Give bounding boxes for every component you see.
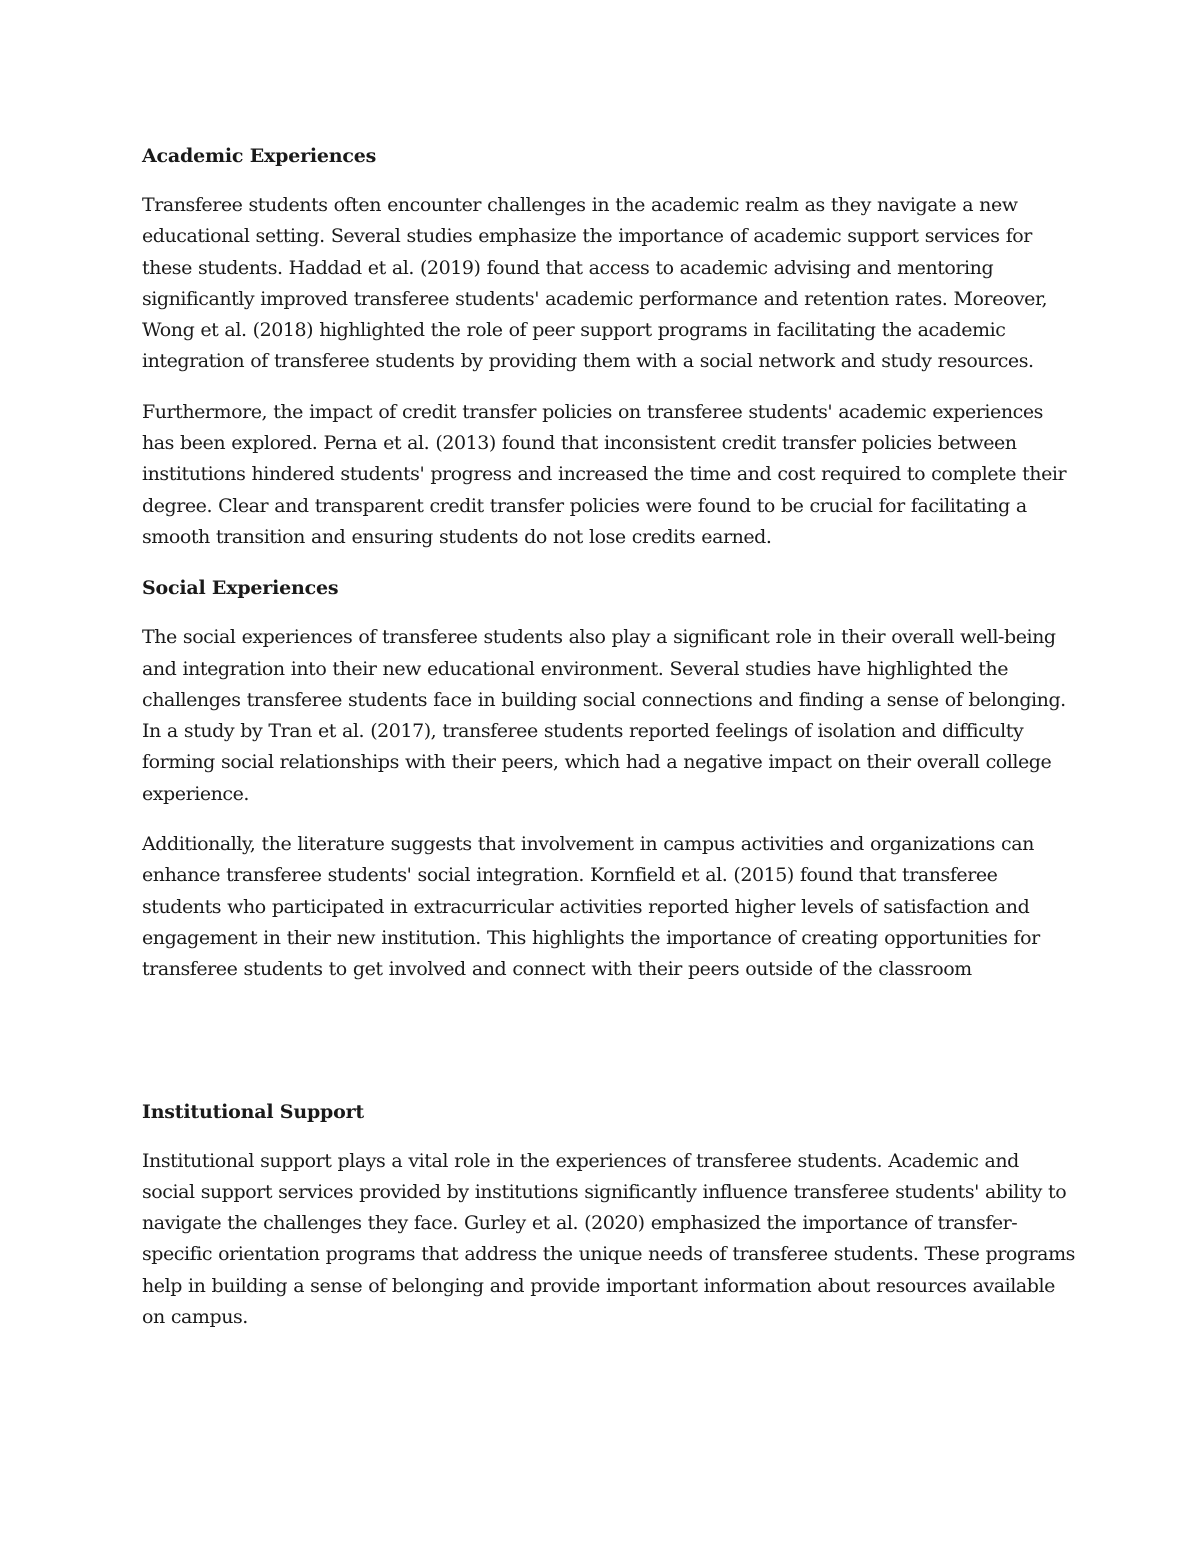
paragraph: Additionally, the literature suggests that involvement in campus activities and organizations can enhance transferee students' social integration. Kornfield et al. (2015) found that transferee students who participated in extracurricular activities reported higher levels of satisfaction and engagement in their new institution. This highlights the importance of creating opportunities for transferee students to get involved and connect with their peers outside of the classroom [142,833,1040,981]
section-heading-institutional-support: Institutional Support [142,1100,364,1123]
paragraph: The social experiences of transferee students also play a significant role in their overall well-being and integration into their new educational environment. Several studies have highlighted the challenges transferee students face in building social connections and finding a sense of belonging. In a study by Tran et al. (2017), transferee students reported feelings of isolation and difficulty forming social relationships with their peers, which had a negative impact on their overall college experience. [142,626,1066,805]
paragraph: Furthermore, the impact of credit transfer policies on transferee students' academic experiences has been explored. Perna et al. (2013) found that inconsistent credit transfer policies between institutions hindered students' progress and increased the time and cost required to complete their degree. Clear and transparent credit transfer policies were found to be crucial for facilitating a smooth transition and ensuring students do not lose credits earned. [142,400,1067,548]
paragraph: Institutional support plays a vital role in the experiences of transferee students. Academic and social support services provided by institutions significantly influence transferee students' ability to navigate the challenges they face. Gurley et al. (2020) emphasized the importance of transfer-specific orientation programs that address the unique needs of transferee students. These programs help in building a sense of belonging and provide important information about resources available on campus. [142,1149,1075,1329]
section-heading-social-experiences: Social Experiences [142,577,339,600]
blank-space [142,1005,1077,1096]
paragraph: Transferee students often encounter challenges in the academic realm as they navigate a new educational setting. Several studies emphasize the importance of academic support services for these students. Haddad et al. (2019) found that access to academic advising and mentoring significantly improved transferee students' academic performance and retention rates. Moreover, Wong et al. (2018) highlighted the role of peer support programs in facilitating the academic integration of transferee students by providing them with a social network and study resources. [142,194,1048,373]
section-heading-academic-experiences: Academic Experiences [142,145,377,167]
document-page [142,140,1077,1352]
